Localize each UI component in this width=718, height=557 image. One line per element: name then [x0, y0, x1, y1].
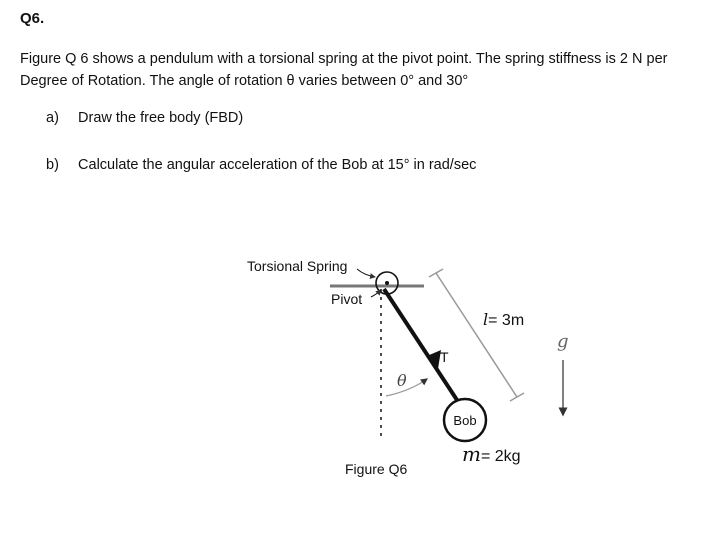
- pivot-point-icon: [385, 281, 389, 285]
- length-dimension-line: [436, 273, 517, 397]
- part-b-label: b): [46, 157, 59, 173]
- pendulum-diagram: [230, 245, 590, 490]
- pendulum-figure: [230, 245, 590, 490]
- length-symbol: l: [483, 310, 489, 329]
- length-dimension-cap-top: [429, 269, 443, 277]
- part-b: [46, 157, 476, 173]
- part-a-text: Draw the free body (FBD): [78, 110, 244, 126]
- torsional-spring-label: Torsional Spring: [247, 258, 348, 274]
- question-text: Figure Q 6 shows a pendulum with a torsional spring at the pivot point. The spring stiffness is 2 N per Degree of Rotation. The angle of rotation θ varies between 0° and 30°: [20, 51, 668, 89]
- pivot-leader-line: [371, 290, 381, 297]
- part-a-label: a): [46, 110, 59, 126]
- length-value: = 3m: [488, 312, 525, 329]
- part-a: [46, 110, 243, 126]
- bob-label: Bob: [453, 413, 477, 428]
- tension-label: T: [440, 349, 449, 365]
- length-label: [483, 310, 524, 329]
- pivot-label: Pivot: [331, 291, 363, 307]
- mass-value: = 2kg: [480, 448, 521, 465]
- spring-leader-line: [357, 269, 375, 277]
- gravity-symbol: g: [557, 331, 569, 352]
- length-dimension-cap-bottom: [510, 393, 524, 401]
- figure-caption: Figure Q6: [345, 461, 408, 477]
- angle-symbol: θ: [397, 371, 407, 390]
- mass-symbol: m: [462, 442, 481, 466]
- part-b-text: Calculate the angular acceleration of the Bob at 15° in rad/sec: [78, 157, 477, 173]
- question-number: Q6.: [20, 10, 45, 27]
- mass-label: [462, 442, 521, 466]
